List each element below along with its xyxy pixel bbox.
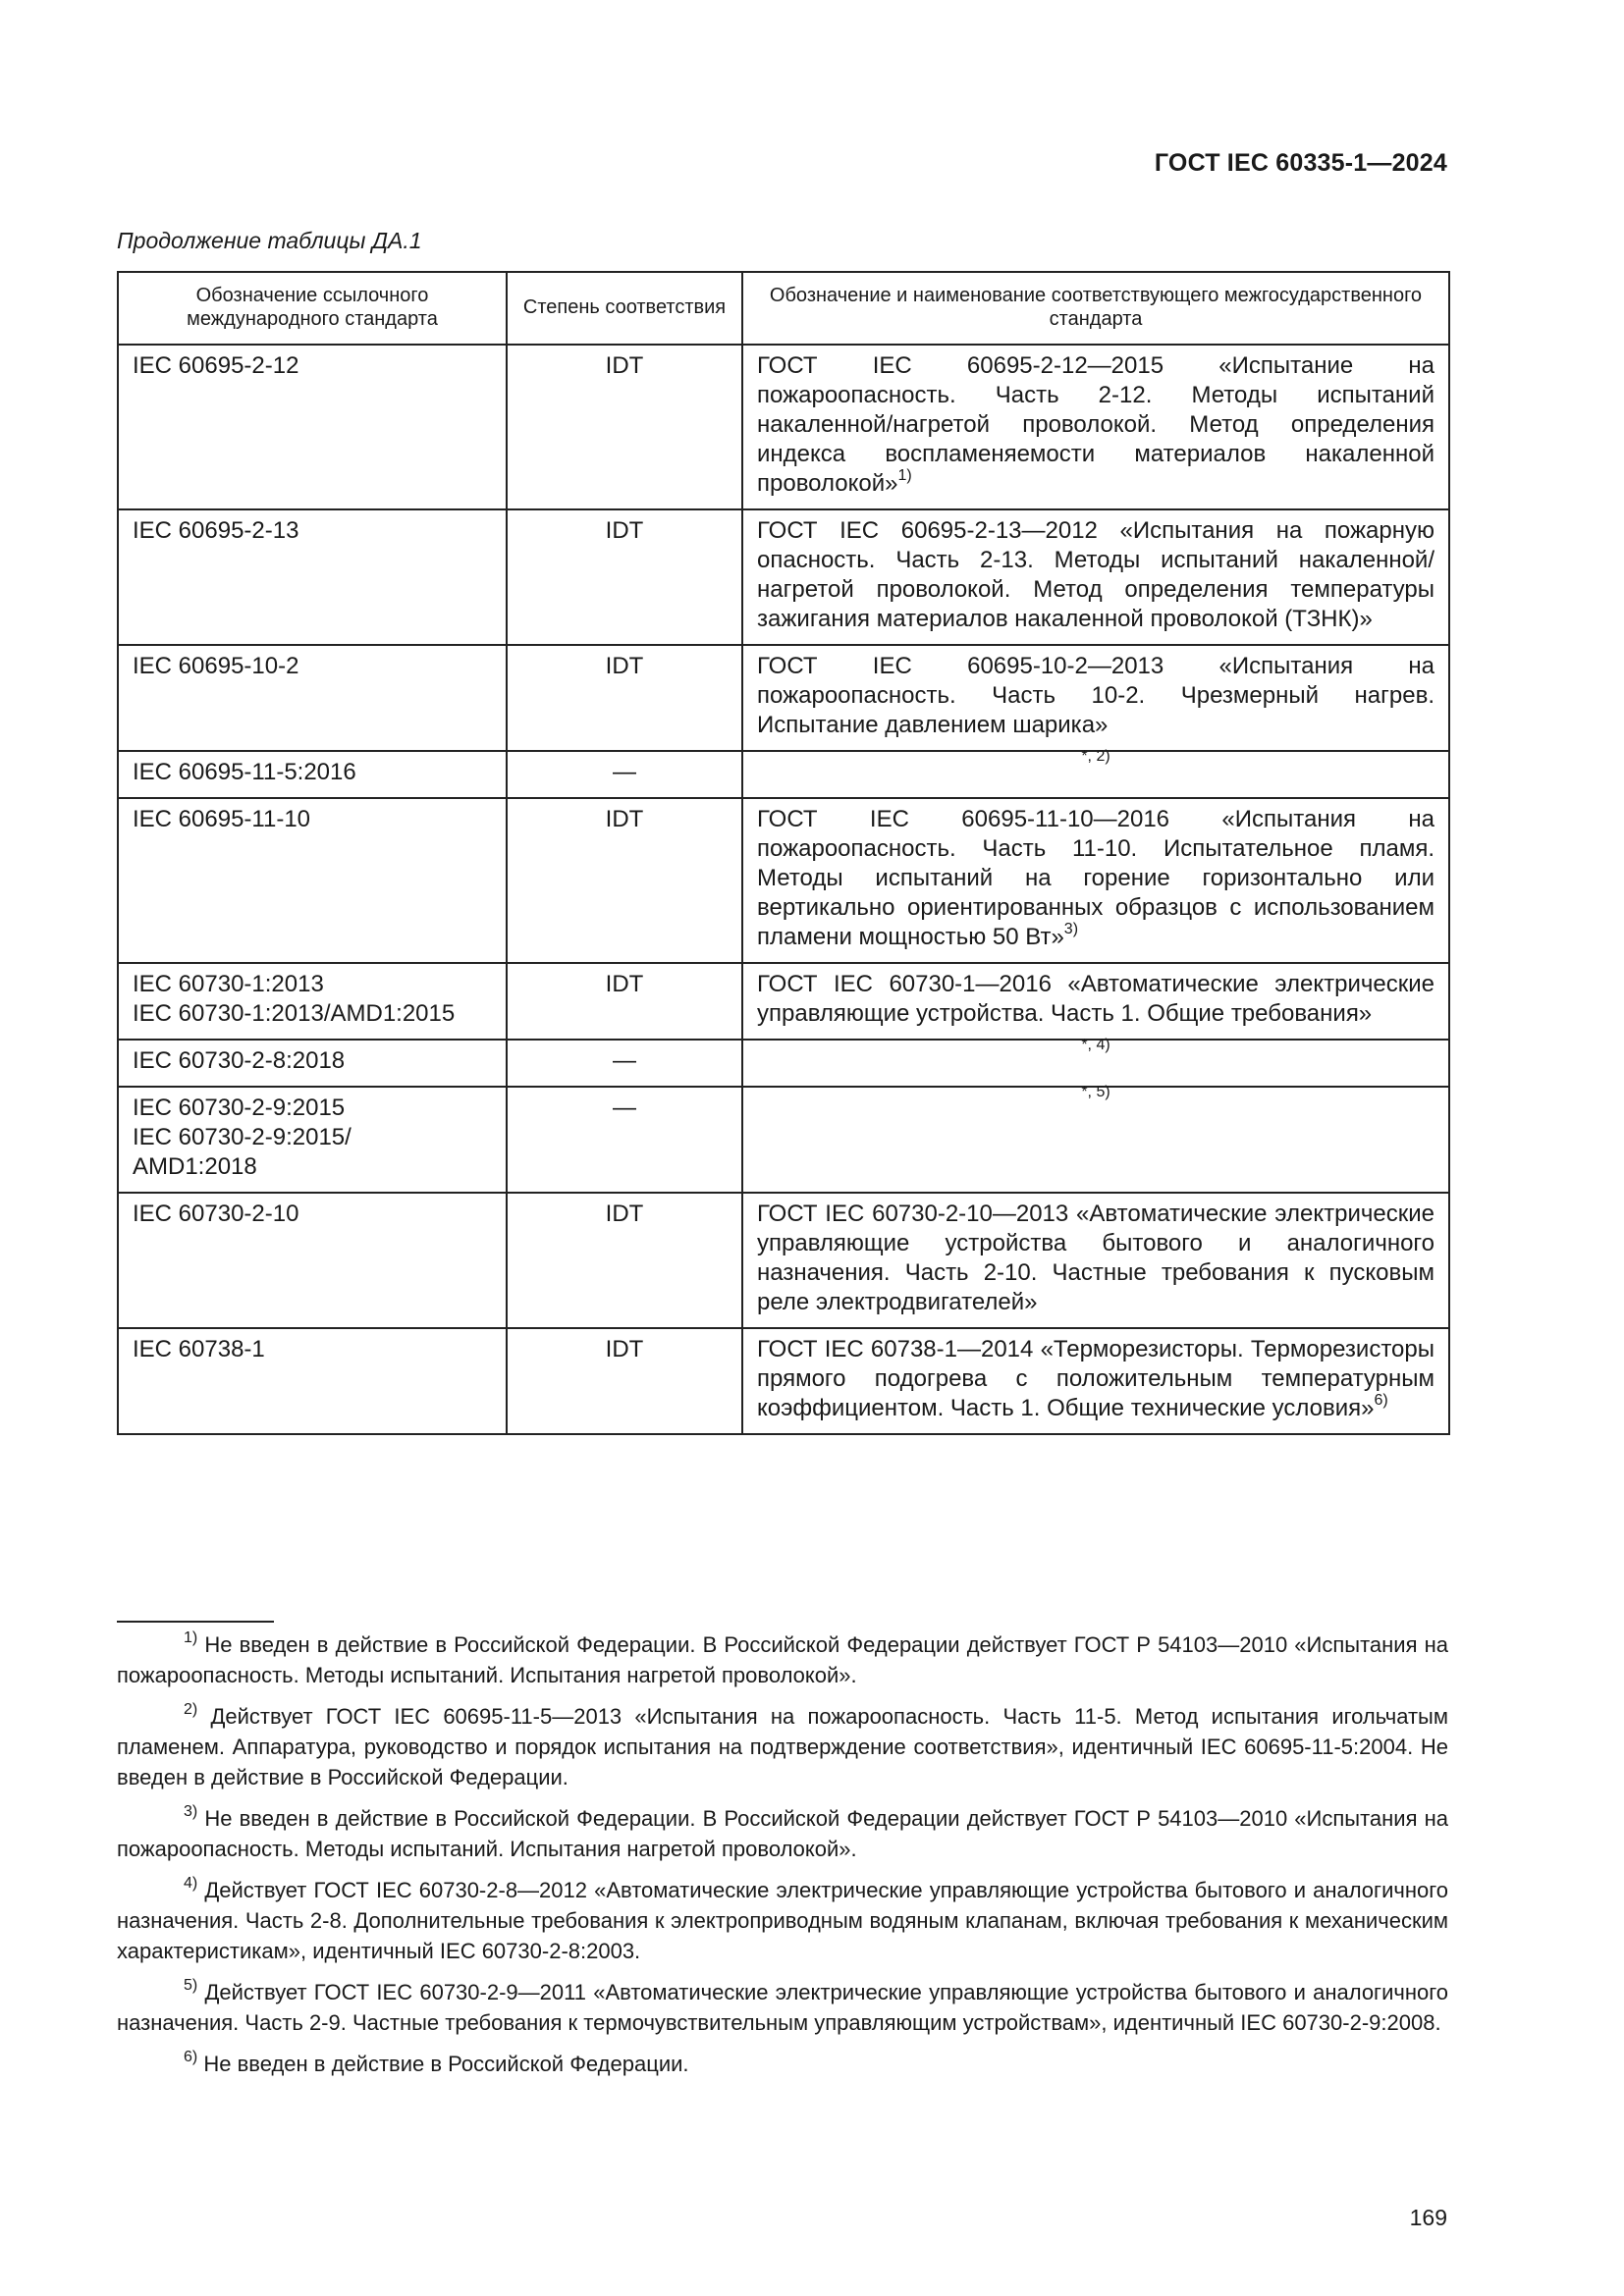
footnote-mark: 3) [184, 1802, 198, 1820]
reference-standard: IEC 60730-2-9:2015 IEC 60730-2-9:2015/ AMD1:2018 [118, 1087, 507, 1193]
gost-text: ГОСТ IEC 60695-10-2—2013 «Испытания на пожароопасность. Часть 10-2. Чрезмерный нагрев. Испытание давлением шарика» [757, 653, 1435, 738]
reference-standard: IEC 60695-10-2 [118, 645, 507, 751]
conformity-degree: IDT [507, 1328, 742, 1434]
table-row [118, 1328, 1449, 1434]
conformity-degree: IDT [507, 1193, 742, 1328]
gost-standard [742, 345, 1449, 509]
gost-standard [742, 1328, 1449, 1434]
footnote-ref: 1) [897, 467, 912, 484]
gost-standard [742, 645, 1449, 751]
conformity-degree: IDT [507, 345, 742, 509]
footnote [117, 2049, 1448, 2079]
column-header-degree: Степень соответствия [507, 272, 742, 345]
conformity-degree: — [507, 751, 742, 798]
table-header-row [118, 272, 1449, 345]
reference-standard: IEC 60730-2-10 [118, 1193, 507, 1328]
gost-standard [742, 747, 1449, 798]
table-row [118, 798, 1449, 963]
conformity-degree: IDT [507, 509, 742, 645]
table-row [118, 751, 1449, 798]
footnote-mark: 2) [184, 1700, 198, 1718]
gost-standard [742, 798, 1449, 963]
footnote-text: Не введен в действие в Российской Федерации. В Российской Федерации действует ГОСТ Р 54103—2010 «Испытания на пожароопасность. Методы испытаний. Испытания нагретой проволокой». [117, 1806, 1448, 1861]
reference-standard: IEC 60695-11-10 [118, 798, 507, 963]
reference-standard: IEC 60695-2-12 [118, 345, 507, 509]
table-row [118, 1087, 1449, 1193]
conformity-degree: IDT [507, 798, 742, 963]
page-number: 169 [1409, 2205, 1447, 2230]
gost-standard [742, 963, 1449, 1040]
conformity-degree: — [507, 1087, 742, 1193]
footnote [117, 1977, 1448, 2038]
footnote-mark: 5) [184, 1976, 198, 1994]
footnote-text: Действует ГОСТ IEC 60730-2-8—2012 «Автоматические электрические управляющие устройства бытового и аналогичного назначения. Часть 2-8. Дополнительные требования к электроприводным водяным клапанам, включая требования к механическим характеристикам», идентичный IEC 60730-2-8:2003. [117, 1878, 1448, 1963]
footnote [117, 1803, 1448, 1864]
footnote-mark: 6) [184, 2048, 198, 2065]
footnote-ref: *, 4) [1081, 1036, 1110, 1053]
footnote-mark: 1) [184, 1629, 198, 1646]
table-caption: Продолжение таблицы ДА.1 [117, 228, 422, 253]
conformity-degree: IDT [507, 645, 742, 751]
footnote [117, 1875, 1448, 1966]
gost-text: ГОСТ IEC 60695-11-10—2016 «Испытания на пожароопасность. Часть 11-10. Испытательное пламя. Методы испытаний на горение горизонтально или вертикально ориентированных образцов с использованием пламени мощностью 50 Вт» [757, 806, 1435, 950]
gost-text: ГОСТ IEC 60730-2-10—2013 «Автоматические электрические управляющие устройства бытового и аналогичного назначения. Часть 2-10. Частные требования к пусковым реле электродвигателей» [757, 1201, 1435, 1315]
column-header-gost: Обозначение и наименование соответствующего межгосударственного стандарта [742, 272, 1449, 345]
gost-text: ГОСТ IEC 60738-1—2014 «Терморезисторы. Терморезисторы прямого подогрева с положительным температурным коэффициентом. Часть 1. Общие технические условия» [757, 1336, 1435, 1421]
footnote-ref: 6) [1374, 1392, 1388, 1409]
gost-standard [742, 509, 1449, 645]
conformity-degree: — [507, 1040, 742, 1087]
gost-text: ГОСТ IEC 60695-2-12—2015 «Испытание на пожароопасность. Часть 2-12. Методы испытаний накаленной/нагретой проволокой. Метод определения индекса воспламеняемости материалов накаленной проволокой» [757, 352, 1435, 497]
footnote-ref: *, 5) [1081, 1083, 1110, 1100]
table-row [118, 645, 1449, 751]
footnote-ref: 3) [1063, 921, 1079, 937]
column-header-reference: Обозначение ссылочного международного стандарта [118, 272, 507, 345]
standards-table [117, 271, 1450, 1435]
table-row [118, 1040, 1449, 1087]
table-row [118, 963, 1449, 1040]
gost-standard [742, 1193, 1449, 1328]
footnote [117, 1629, 1448, 1690]
footnote [117, 1701, 1448, 1792]
gost-standard [742, 1083, 1449, 1193]
footnote-text: Действует ГОСТ IEC 60730-2-9—2011 «Автоматические электрические управляющие устройства бытового и аналогичного назначения. Часть 2-9. Частные требования к термочувствительным управляющим устройствам», идентичный IEC 60730-2-9:2008. [117, 1980, 1448, 2035]
reference-standard: IEC 60730-2-8:2018 [118, 1040, 507, 1087]
footnotes [117, 1629, 1448, 2090]
reference-standard: IEC 60730-1:2013 IEC 60730-1:2013/AMD1:2015 [118, 963, 507, 1040]
footnote-ref: *, 2) [1081, 747, 1110, 765]
reference-standard: IEC 60695-11-5:2016 [118, 751, 507, 798]
reference-standard: IEC 60695-2-13 [118, 509, 507, 645]
footnote-separator [117, 1621, 274, 1623]
footnote-text: Не введен в действие в Российской Федерации. [203, 2052, 689, 2076]
footnote-mark: 4) [184, 1874, 198, 1892]
table-row [118, 509, 1449, 645]
reference-standard: IEC 60738-1 [118, 1328, 507, 1434]
gost-text: ГОСТ IEC 60695-2-13—2012 «Испытания на пожарную опасность. Часть 2-13. Методы испытаний накаленной/нагретой проволокой. Метод определения температуры зажигания материалов накаленной проволокой (ТЗНК)» [757, 517, 1435, 632]
table-row [118, 1193, 1449, 1328]
table-row [118, 345, 1449, 509]
gost-text: ГОСТ IEC 60730-1—2016 «Автоматические электрические управляющие устройства. Часть 1. Общие требования» [757, 971, 1435, 1027]
document-number: ГОСТ IEC 60335-1—2024 [1154, 149, 1447, 177]
footnote-text: Действует ГОСТ IEC 60695-11-5—2013 «Испытания на пожароопасность. Часть 11-5. Метод испытания игольчатым пламенем. Аппаратура, руководство и порядок испытания на подтверждение соответствия», идентичный IEC 60695-11-5:2004. Не введен в действие в Российской Федерации. [117, 1704, 1448, 1789]
gost-standard [742, 1036, 1449, 1087]
conformity-degree: IDT [507, 963, 742, 1040]
footnote-text: Не введен в действие в Российской Федерации. В Российской Федерации действует ГОСТ Р 54103—2010 «Испытания на пожароопасность. Методы испытаний. Испытания нагретой проволокой». [117, 1632, 1448, 1687]
